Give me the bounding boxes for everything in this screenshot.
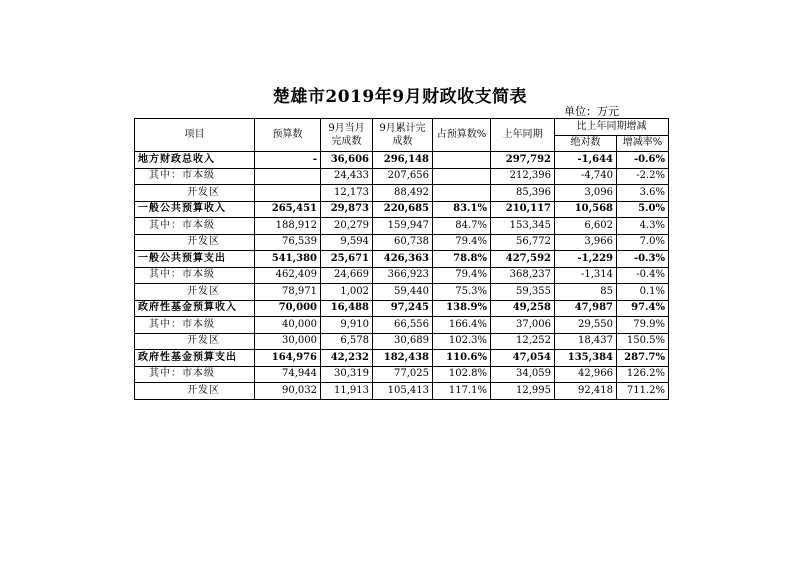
cell-cum: 97,245: [373, 300, 433, 317]
cell-month: 24,669: [321, 267, 373, 284]
cell-last: 12,252: [491, 333, 555, 350]
cell-last: 59,355: [491, 284, 555, 301]
cell-abs: 3,096: [555, 185, 617, 202]
cell-abs: 47,987: [555, 300, 617, 317]
cell-month: 1,002: [321, 284, 373, 301]
finance-table: [134, 118, 669, 400]
cell-pct: 102.8%: [433, 366, 491, 383]
table-row: [135, 185, 669, 202]
row-label: 一般公共预算支出: [135, 251, 255, 268]
row-label: 政府性基金预算收入: [135, 300, 255, 317]
cell-budget: 40,000: [255, 317, 321, 334]
cell-last: 297,792: [491, 152, 555, 169]
cell-budget: 541,380: [255, 251, 321, 268]
cell-abs: 10,568: [555, 201, 617, 218]
unit-label: 单位：万元: [564, 105, 619, 118]
cell-rate: 3.6%: [617, 185, 669, 202]
cell-last: 34,059: [491, 366, 555, 383]
cell-abs: -4,740: [555, 168, 617, 185]
row-label: 一般公共预算收入: [135, 201, 255, 218]
cell-rate: 150.5%: [617, 333, 669, 350]
row-label: 其中：市本级: [135, 168, 255, 185]
cell-pct: [433, 152, 491, 169]
cell-last: 368,237: [491, 267, 555, 284]
cell-abs: 42,966: [555, 366, 617, 383]
row-label: 其中：市本级: [135, 317, 255, 334]
cell-abs: 3,966: [555, 234, 617, 251]
header-absolute: 绝对数: [555, 135, 617, 152]
table-row: [135, 168, 669, 185]
cell-month: 24,433: [321, 168, 373, 185]
row-label: 开发区: [135, 234, 255, 251]
table-row: [135, 251, 669, 268]
cell-rate: -2.2%: [617, 168, 669, 185]
cell-abs: 85: [555, 284, 617, 301]
cell-abs: 29,550: [555, 317, 617, 334]
cell-rate: 4.3%: [617, 218, 669, 235]
cell-abs: 18,437: [555, 333, 617, 350]
cell-cum: 220,685: [373, 201, 433, 218]
cell-budget: 164,976: [255, 350, 321, 367]
cell-abs: 92,418: [555, 383, 617, 400]
cell-month: 25,671: [321, 251, 373, 268]
cell-rate: -0.6%: [617, 152, 669, 169]
cell-last: 212,396: [491, 168, 555, 185]
cell-last: 210,117: [491, 201, 555, 218]
table-row: [135, 284, 669, 301]
header-item: 项目: [135, 119, 255, 152]
cell-budget: 74,944: [255, 366, 321, 383]
cell-cum: 60,738: [373, 234, 433, 251]
table-row: [135, 350, 669, 367]
cell-budget: 30,000: [255, 333, 321, 350]
cell-budget: 90,032: [255, 383, 321, 400]
cell-month: 36,606: [321, 152, 373, 169]
cell-abs: 135,384: [555, 350, 617, 367]
cell-pct: [433, 168, 491, 185]
row-label: 其中：市本级: [135, 267, 255, 284]
cell-cum: 207,656: [373, 168, 433, 185]
cell-budget: 70,000: [255, 300, 321, 317]
cell-cum: 88,492: [373, 185, 433, 202]
row-label: 开发区: [135, 383, 255, 400]
cell-last: 49,258: [491, 300, 555, 317]
cell-rate: 97.4%: [617, 300, 669, 317]
table-row: [135, 267, 669, 284]
cell-cum: 366,923: [373, 267, 433, 284]
row-label: 其中：市本级: [135, 218, 255, 235]
cell-rate: 5.0%: [617, 201, 669, 218]
cell-rate: -0.3%: [617, 251, 669, 268]
cell-month: 9,910: [321, 317, 373, 334]
cell-month: 12,173: [321, 185, 373, 202]
cell-month: 16,488: [321, 300, 373, 317]
cell-rate: 126.2%: [617, 366, 669, 383]
table-row: [135, 218, 669, 235]
cell-cum: 77,025: [373, 366, 433, 383]
cell-cum: 182,438: [373, 350, 433, 367]
cell-cum: 66,556: [373, 317, 433, 334]
cell-budget: [255, 185, 321, 202]
cell-pct: 117.1%: [433, 383, 491, 400]
table-row: [135, 333, 669, 350]
cell-month: 9,594: [321, 234, 373, 251]
cell-cum: 30,689: [373, 333, 433, 350]
table-row: [135, 152, 669, 169]
cell-last: 153,345: [491, 218, 555, 235]
table-row: [135, 300, 669, 317]
cell-month: 6,578: [321, 333, 373, 350]
cell-pct: 166.4%: [433, 317, 491, 334]
cell-budget: 462,409: [255, 267, 321, 284]
cell-last: 427,592: [491, 251, 555, 268]
cell-month: 20,279: [321, 218, 373, 235]
cell-pct: 84.7%: [433, 218, 491, 235]
cell-month: 29,873: [321, 201, 373, 218]
cell-budget: 188,912: [255, 218, 321, 235]
cell-pct: 78.8%: [433, 251, 491, 268]
cell-abs: 6,602: [555, 218, 617, 235]
cell-budget: -: [255, 152, 321, 169]
cell-last: 56,772: [491, 234, 555, 251]
row-label: 政府性基金预算支出: [135, 350, 255, 367]
cell-cum: 59,440: [373, 284, 433, 301]
cell-rate: 287.7%: [617, 350, 669, 367]
table-row: [135, 383, 669, 400]
cell-month: 30,319: [321, 366, 373, 383]
cell-rate: 7.0%: [617, 234, 669, 251]
cell-pct: 102.3%: [433, 333, 491, 350]
cell-budget: 265,451: [255, 201, 321, 218]
row-label: 开发区: [135, 284, 255, 301]
header-compare: 比上年同期增减: [555, 119, 669, 136]
cell-cum: 159,947: [373, 218, 433, 235]
cell-budget: [255, 168, 321, 185]
cell-cum: 105,413: [373, 383, 433, 400]
table-row: [135, 234, 669, 251]
table-body: [135, 152, 669, 400]
table-row: [135, 366, 669, 383]
row-label: 地方财政总收入: [135, 152, 255, 169]
cell-rate: 0.1%: [617, 284, 669, 301]
cell-cum: 296,148: [373, 152, 433, 169]
cell-last: 37,006: [491, 317, 555, 334]
cell-pct: 83.1%: [433, 201, 491, 218]
table-row: [135, 317, 669, 334]
cell-pct: 75.3%: [433, 284, 491, 301]
row-label: 其中：市本级: [135, 366, 255, 383]
cell-budget: 78,971: [255, 284, 321, 301]
header-last-year: 上年同期: [491, 119, 555, 152]
table-row: [135, 201, 669, 218]
header-month: 9月当月完成数: [321, 119, 373, 152]
cell-budget: 76,539: [255, 234, 321, 251]
cell-abs: -1,644: [555, 152, 617, 169]
header-rate: 增减率%: [617, 135, 669, 152]
cell-pct: 79.4%: [433, 234, 491, 251]
header-pct-budget: 占预算数%: [433, 119, 491, 152]
cell-rate: -0.4%: [617, 267, 669, 284]
cell-month: 11,913: [321, 383, 373, 400]
cell-pct: 138.9%: [433, 300, 491, 317]
cell-last: 85,396: [491, 185, 555, 202]
row-label: 开发区: [135, 185, 255, 202]
cell-abs: -1,229: [555, 251, 617, 268]
cell-rate: 711.2%: [617, 383, 669, 400]
cell-cum: 426,363: [373, 251, 433, 268]
header-cumulative: 9月累计完成数: [373, 119, 433, 152]
cell-rate: 79.9%: [617, 317, 669, 334]
cell-abs: -1,314: [555, 267, 617, 284]
cell-month: 42,232: [321, 350, 373, 367]
cell-pct: 79.4%: [433, 267, 491, 284]
cell-pct: [433, 185, 491, 202]
cell-pct: 110.6%: [433, 350, 491, 367]
header-budget: 预算数: [255, 119, 321, 152]
cell-last: 12,995: [491, 383, 555, 400]
page-title: 楚雄市2019年9月财政收支简表: [272, 87, 528, 107]
row-label: 开发区: [135, 333, 255, 350]
cell-last: 47,054: [491, 350, 555, 367]
